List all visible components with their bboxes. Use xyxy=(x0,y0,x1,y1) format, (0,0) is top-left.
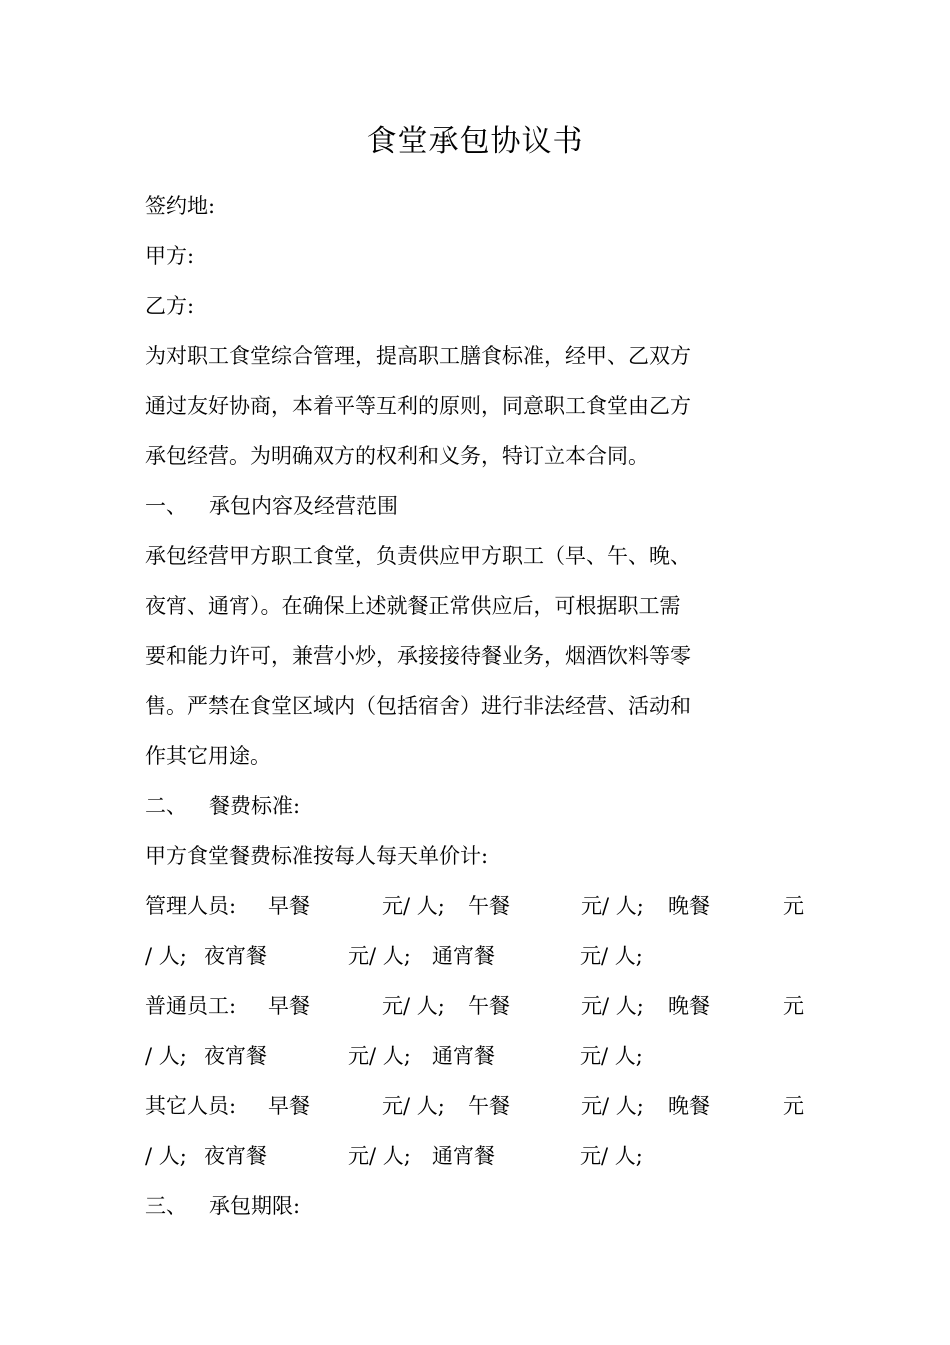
dinner-label: 晚餐 xyxy=(668,894,710,918)
breakfast-label: 早餐 xyxy=(268,1094,310,1118)
price-unit: 元/ 人; xyxy=(580,1144,643,1168)
section-3-heading xyxy=(145,1191,300,1221)
intro-line: 为对职工食堂综合管理，提高职工膳食标准，经甲、乙双方 xyxy=(145,344,691,368)
intro-line: 承包经营。为明确双方的权利和义务，特订立本合同。 xyxy=(145,444,649,468)
overnight-label: 通宵餐 xyxy=(432,1144,495,1168)
supper-label: 夜宵餐 xyxy=(204,1144,267,1168)
role-label: 管理人员: xyxy=(145,894,237,918)
section-title: 承包内容及经营范围 xyxy=(209,494,398,518)
party-a-field: 甲方: xyxy=(145,244,195,268)
section-1-line: 售。严禁在食堂区域内（包括宿舍）进行非法经营、活动和 xyxy=(145,694,691,718)
price-unit: 元/ 人; xyxy=(581,894,644,918)
section-1-heading xyxy=(145,491,398,521)
price-unit: 元/ 人; xyxy=(581,1094,644,1118)
price-per: / 人; xyxy=(145,1044,187,1068)
price-unit: 元/ 人; xyxy=(581,994,644,1018)
price-yuan: 元 xyxy=(783,1094,804,1118)
price-unit: 元/ 人; xyxy=(348,1144,411,1168)
sign-place-field: 签约地: xyxy=(145,194,216,218)
price-unit: 元/ 人; xyxy=(382,1094,445,1118)
price-per: / 人; xyxy=(145,1144,187,1168)
overnight-label: 通宵餐 xyxy=(432,1044,495,1068)
role-label: 其它人员: xyxy=(145,1094,237,1118)
supper-label: 夜宵餐 xyxy=(204,944,267,968)
role-label: 普通员工: xyxy=(145,994,237,1018)
party-b-field: 乙方: xyxy=(145,294,195,318)
section-1-line: 作其它用途。 xyxy=(145,744,271,768)
breakfast-label: 早餐 xyxy=(268,994,310,1018)
section-number: 二、 xyxy=(145,794,187,818)
section-2-heading xyxy=(145,791,300,821)
lunch-label: 午餐 xyxy=(468,994,510,1018)
section-number: 一、 xyxy=(145,494,187,518)
section-1-line: 承包经营甲方职工食堂，负责供应甲方职工（早、午、晚、 xyxy=(145,544,691,568)
price-yuan: 元 xyxy=(783,894,804,918)
lunch-label: 午餐 xyxy=(468,894,510,918)
price-unit: 元/ 人; xyxy=(348,1044,411,1068)
price-unit: 元/ 人; xyxy=(580,944,643,968)
price-unit: 元/ 人; xyxy=(382,894,445,918)
lunch-label: 午餐 xyxy=(468,1094,510,1118)
supper-label: 夜宵餐 xyxy=(204,1044,267,1068)
section-title: 餐费标准: xyxy=(209,794,301,818)
section-number: 三、 xyxy=(145,1194,187,1218)
document-title: 食堂承包协议书 xyxy=(366,124,584,159)
price-unit: 元/ 人; xyxy=(580,1044,643,1068)
overnight-label: 通宵餐 xyxy=(432,944,495,968)
dinner-label: 晚餐 xyxy=(668,1094,710,1118)
section-1-line: 夜宵、通宵）。在确保上述就餐正常供应后，可根据职工需 xyxy=(145,594,681,618)
breakfast-label: 早餐 xyxy=(268,894,310,918)
price-unit: 元/ 人; xyxy=(348,944,411,968)
meal-fee-intro: 甲方食堂餐费标准按每人每天单价计: xyxy=(145,844,489,868)
intro-line: 通过友好协商，本着平等互利的原则，同意职工食堂由乙方 xyxy=(145,394,691,418)
price-per: / 人; xyxy=(145,944,187,968)
section-1-line: 要和能力许可，兼营小炒，承接接待餐业务，烟酒饮料等零 xyxy=(145,644,691,668)
price-unit: 元/ 人; xyxy=(382,994,445,1018)
dinner-label: 晚餐 xyxy=(668,994,710,1018)
price-yuan: 元 xyxy=(783,994,804,1018)
section-title: 承包期限: xyxy=(209,1194,301,1218)
